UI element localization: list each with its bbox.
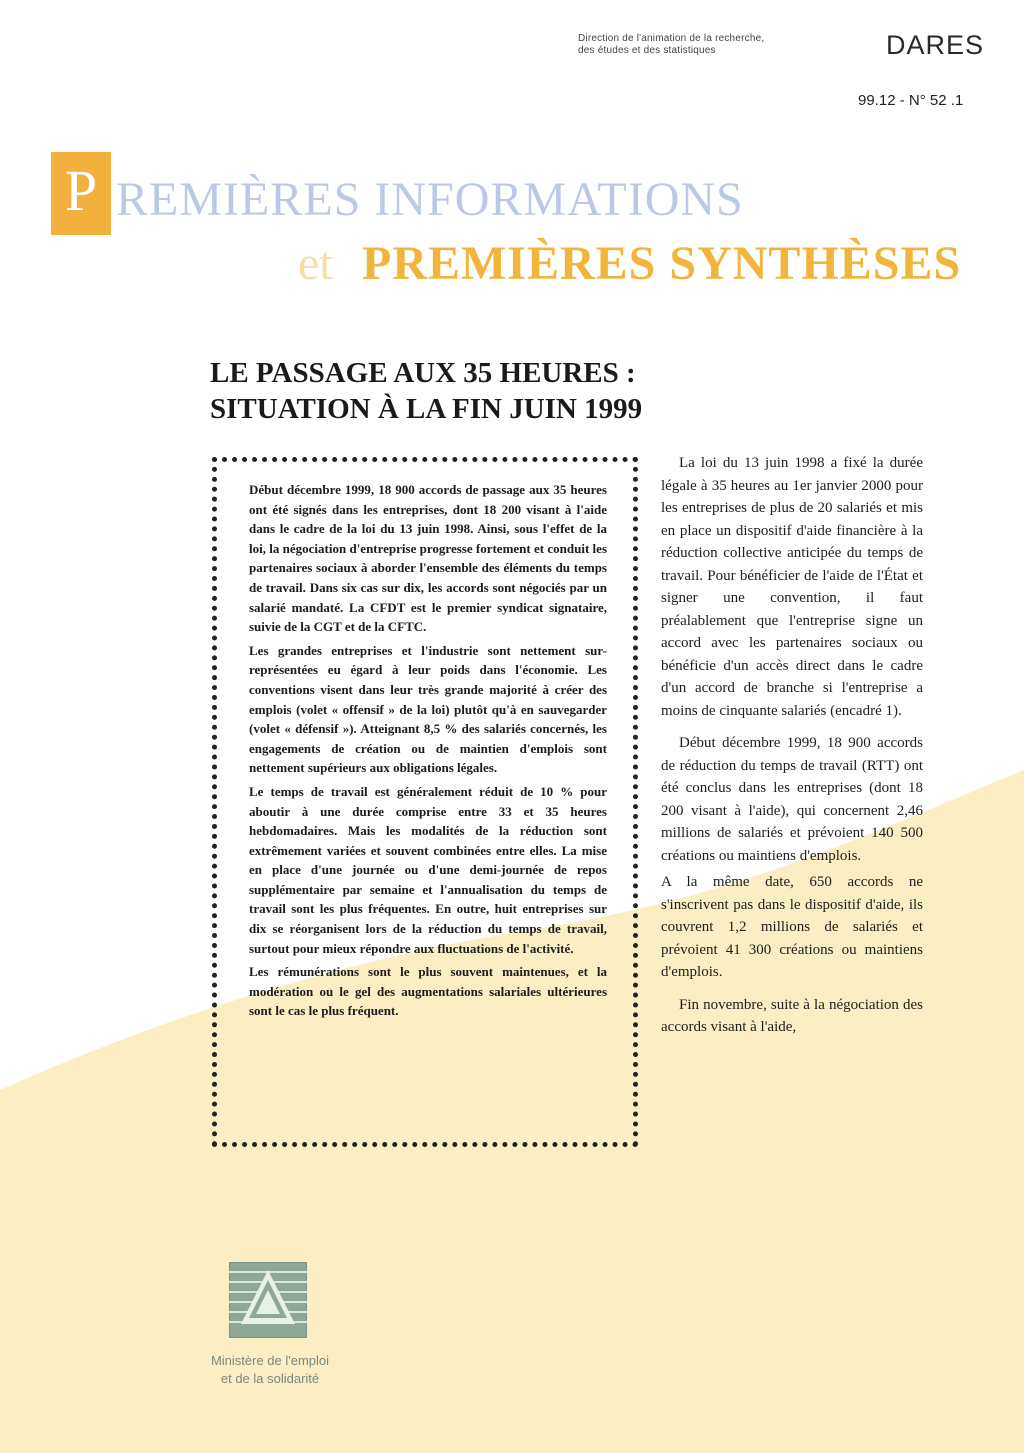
summary-paragraph: Le temps de travail est généralement réduit de 10 % pour aboutir à une durée comprise entre 33 et 35 heures hebdomadaires. Mais les modalités de la réduction sont extrêmement variées et souvent combinées entre elles. La mise en place d'une journée ou d'une demi-journée de repos supplémentaire par semaine et l'annualisation du temps de travail sont les plus fréquentes. En outre, huit entreprises sur dix se réorganisent lors de la réduction du temps de travail, surtout pour mieux répondre aux fluctuations de l'activité. [249, 783, 607, 956]
masthead-initial-box [51, 152, 111, 235]
issue-number: 99.12 - N° 52 .1 [858, 92, 964, 109]
summary-paragraph: Les rémunérations sont le plus souvent maintenues, et la modération ou le gel des augmentations salariales ultérieures sont le cas le plus fréquent. [249, 964, 607, 1019]
body-column [661, 452, 923, 1049]
summary-paragraph: Début décembre 1999, 18 900 accords de passage aux 35 heures ont été signés dans les entreprises, dont 18 200 visant à l'aide dans le cadre de la loi du 13 juin 1998. Ainsi, sous l'effet de la loi, la négociation d'entreprise progresse fortement et conduit les partenaires sociaux à aborder l'ensemble des éléments du temps de travail. Dans six cas sur dix, les accords sont négociés par un salarié mandaté. La CFDT est le premier syndicat signataire, suivie de la CGT et de la CFTC. [249, 482, 607, 635]
body-paragraph: Fin novembre, suite à la négociation des accords visant à l'aide, [661, 996, 923, 1035]
ministry-line-1: Ministère de l'emploi [210, 1353, 330, 1368]
summary-box [212, 457, 638, 1147]
article-title-line-1: LE PASSAGE AUX 35 HEURES : [210, 357, 636, 389]
masthead-connector: et [298, 237, 333, 290]
ministry-logo-icon [229, 1262, 307, 1338]
article-title-line-2: SITUATION À LA FIN JUIN 1999 [210, 393, 643, 425]
org-name: DARES [886, 30, 985, 60]
body-paragraph: La loi du 13 juin 1998 a fixé la durée légale à 35 heures au 1er janvier 2000 pour les entreprises de plus de 20 salariés et mis en place un dispositif d'aide financière à la réduction collective anticipée du temps de travail. Pour bénéficier de l'aide de l'État et signer une convention, il faut préalablement que l'entreprise signe un accord avec les partenaires sociaux ou bénéficie d'un accès direct dans le cadre d'un accord de branche si l'entreprise a moins de cinquante salariés (encadré 1). [661, 455, 923, 719]
masthead-initial: P [64, 158, 98, 223]
body-paragraph: Début décembre 1999, 18 900 accords de réduction du temps de travail (RTT) ont été conclus dans les entreprises (dont 18 200 visant à l'aide), qui concernent 2,46 millions de salariés et prévoient 140 500 créations ou maintiens d'emplois. [661, 735, 923, 864]
body-paragraph: A la même date, 650 accords ne s'inscrivent pas dans le dispositif d'aide, ils couvrent 1,2 millions de salariés et prévoient 41 300 créations ou maintiens d'emplois. [661, 874, 923, 980]
masthead-line-1: REMIÈRES INFORMATIONS [116, 173, 744, 226]
direction-line-1: Direction de l'animation de la recherche, [578, 33, 765, 44]
direction-text [578, 33, 838, 57]
masthead-line-2: PREMIÈRES SYNTHÈSES [362, 237, 962, 290]
ministry-line-2: et de la solidarité [220, 1371, 320, 1386]
direction-line-2: des études et des statistiques [578, 45, 716, 56]
ministry-name [160, 1352, 380, 1388]
article-title [210, 355, 730, 427]
summary-paragraph: Les grandes entreprises et l'industrie sont nettement sur-représentées eu égard à leur poids dans l'économie. Les conventions visent dans leur très grande majorité à créer des emplois (volet « offensif » de la loi) plutôt qu'à en sauvegarder (volet « défensif »). Atteignant 8,5 % des salariés concernés, les engagements de création ou de maintien d'emplois sont nettement supérieurs aux obligations légales. [249, 642, 607, 776]
